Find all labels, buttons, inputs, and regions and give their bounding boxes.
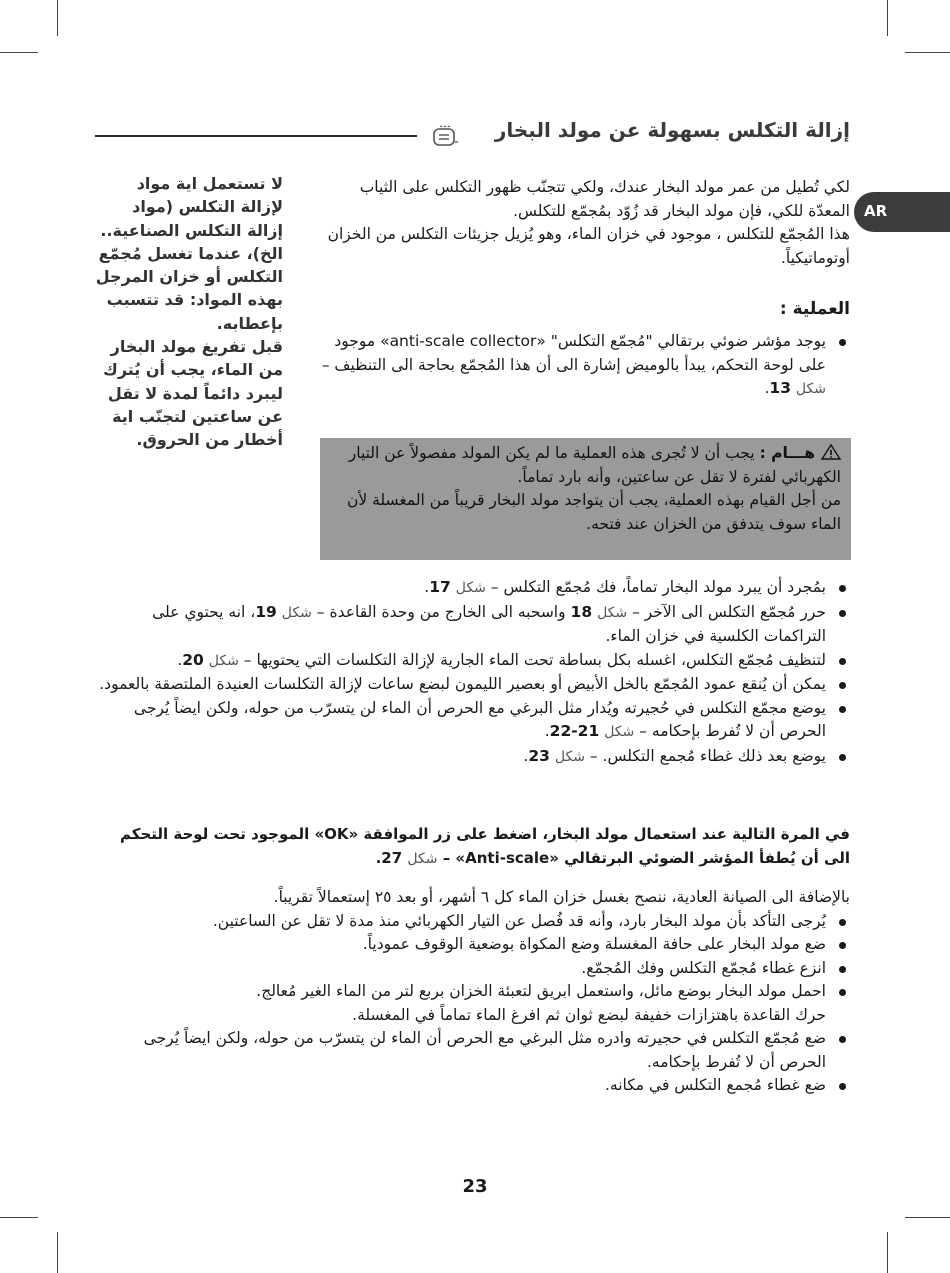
- list-item: ضع مولد البخار على حافة المغسلة وضع المكواة بوضعية الوقوف عمودياً.: [95, 933, 850, 957]
- crop-mark: [57, 1232, 58, 1273]
- list-item: يوضع مجمّع التكلس في حُجيرته ويُدار مثل البرغي مع الحرص أن الماء لن يتسرّب من حوله، ولكن ايضاً يُرجى الحرص أن لا تُفرط بإحكامه – شكل 21-22.: [95, 697, 850, 745]
- steam-generator-icon: [431, 124, 459, 148]
- intro-paragraph: لكي تُطيل من عمر مولد البخار عندك، ولكي تتجنّب ظهور التكلس على الثياب المعدّة للكي، فإن مولد البخار قد زُوّد بمُجمّع للتكلس.: [359, 178, 850, 220]
- list-item: احمل مولد البخار بوضع مائل، واستعمل ابريق لتعبئة الخزان بربع لتر من الماء الغير مُعالج.: [95, 980, 850, 1004]
- list-item: لتنظيف مُجمّع التكلس، اغسله بكل بساطة تحت الماء الجارية لإزالة التكلسات التي يحتويها – شكل 20.: [95, 649, 850, 674]
- intro-paragraph: هذا المُجمّع للتكلس ، موجود في خزان الماء، وهو يُزيل جزيئات التكلس من الخزان أوتوماتيكياً.: [327, 225, 850, 267]
- crop-mark: [905, 1217, 950, 1218]
- crop-mark: [0, 1217, 38, 1218]
- warning-text: يجب أن لا تُجرى هذه العملية ما لم يكن المولد مفصولاً عن التيار الكهربائي لفترة لا تقل عن ساعتين، وأنه بارد تماماً.: [348, 444, 841, 486]
- warning-icon: [821, 444, 841, 460]
- maintenance-intro: بالإضافة الى الصيانة العادية، ننصح بغسل خزان الماء كل ٦ أشهر، أو بعد ٢٥ إستعمالاً تقريباً.: [273, 888, 850, 906]
- crop-mark: [887, 1232, 888, 1273]
- title-row: [95, 118, 850, 158]
- warning-label: هـــام :: [759, 444, 815, 462]
- procedure-list: [318, 330, 850, 402]
- list-item: ضع مُجمّع التكلس في حجيرته وادره مثل البرغي مع الحرص أن الماء لن يتسرّب من حوله، ولكن ايضاً يُرجى الحرص أن لا تُفرط بإحكامه.: [95, 1027, 850, 1074]
- maintenance-section: [95, 886, 850, 1098]
- final-note: في المرة التالية عند استعمال مولد البخار، اضغط على زر الموافقة «OK» الموجود تحت لوحة التحكم الى أن يُطفأ المؤشر الضوئي البرتقالي «Anti-scale» – شكل 27.: [119, 825, 850, 867]
- side-note-paragraph: قبل تفريغ مولد البخار من الماء، يجب أن يُترك ليبرد دائماً لمدة لا تقل عن ساعتين لتجنّب اية أخطار من الحروق.: [103, 337, 283, 450]
- side-note-paragraph: لا تستعمل اية مواد لإزالة التكلس (مواد إزالة التكلس الصناعية.. الخ)، عندما تغسل مُجمّع التكلس أو خزان المرجل بهذه المواد: قد تتسبب بإعطابه.: [95, 174, 283, 333]
- crop-mark: [57, 0, 58, 36]
- intro-text: [318, 176, 850, 270]
- page-number: 23: [462, 1176, 488, 1197]
- crop-mark: [0, 52, 38, 53]
- procedure-heading: العملية :: [779, 299, 850, 319]
- list-item: يُرجى التأكد بأن مولد البخار بارد، وأنه قد فُصل عن التيار الكهربائي منذ مدة لا تقل عن الساعتين.: [95, 910, 850, 934]
- page-title: إزالة التكلس بسهولة عن مولد البخار: [494, 118, 850, 142]
- list-item: يوضع بعد ذلك غطاء مُجمع التكلس. – شكل 23.: [95, 745, 850, 770]
- warning-text: من أجل القيام بهذه العملية، يجب أن يتواجد مولد البخار قريباً من المغسلة لأن الماء سوف يتدفق من الخزان عند فتحه.: [346, 491, 841, 533]
- side-note: [95, 172, 283, 452]
- language-tab-label: AR: [864, 202, 888, 220]
- list-item: انزع غطاء مُجمّع التكلس وفك المُجمّع.: [95, 957, 850, 981]
- title-rule: [95, 135, 417, 137]
- list-item: يوجد مؤشر ضوئي برتقالي "مُجمّع التكلس" «anti-scale collector» موجود على لوحة التحكم، يبدأ بالوميض إشارة الى أن هذا المُجمّع بحاجة الى التنظيف – شكل 13.: [318, 330, 850, 402]
- warning-line: [324, 442, 841, 489]
- crop-mark: [887, 0, 888, 36]
- warning-box: [320, 438, 851, 560]
- list-item: يمكن أن يُنقع عمود المُجمّع بالخل الأبيض أو بعصير الليمون لبضع ساعات لإزالة التكلسات العنيدة الملتصقة بالعمود.: [95, 673, 850, 697]
- list-item: حرر مُجمّع التكلس الى الآخر – شكل 18 واسحبه الى الخارج من وحدة القاعدة – شكل 19، انه يحتوي على التراكمات الكلسية في خزان الماء.: [95, 601, 850, 649]
- language-tab: [854, 192, 950, 232]
- list-item: حرك القاعدة باهتزازات خفيفة لبضع ثوان ثم افرغ الماء تماماً في المغسلة.: [352, 1005, 826, 1024]
- list-item: بمُجرد أن يبرد مولد البخار تماماً، فك مُجمّع التكلس – شكل 17.: [95, 576, 850, 601]
- steps-list: [95, 576, 850, 769]
- crop-mark: [905, 52, 950, 53]
- list-item: ضع غطاء مُجمع التكلس في مكانه.: [95, 1074, 850, 1098]
